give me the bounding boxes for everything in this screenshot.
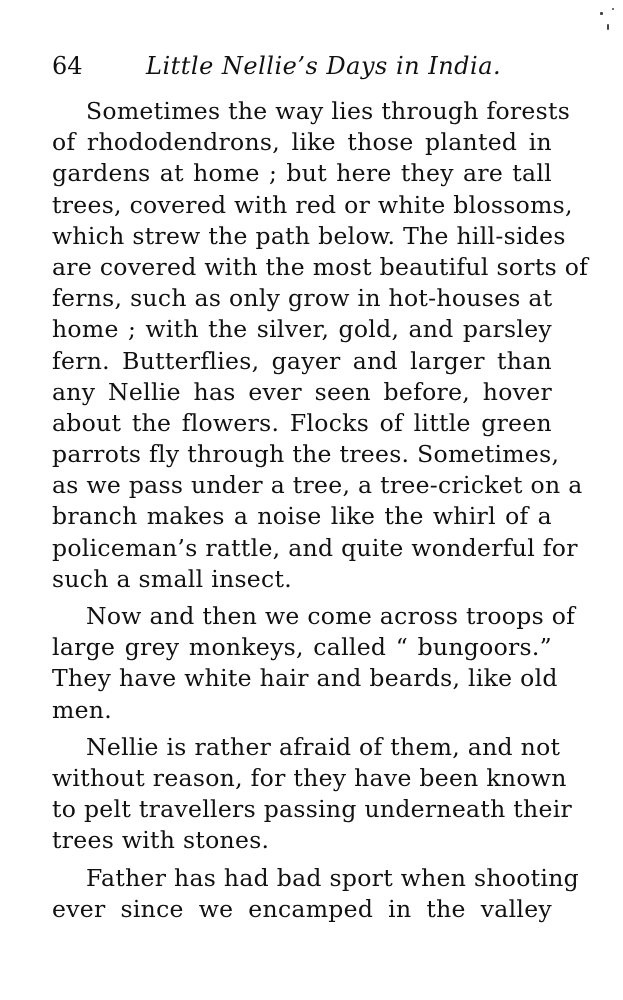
paragraph-1 <box>52 96 589 595</box>
text-line: about the flowers. Flocks of little green <box>52 408 552 437</box>
text-line: to pelt travellers passing underneath their <box>52 795 573 824</box>
text-line: are covered with the most beautiful sorts of <box>52 252 589 281</box>
paragraph-3 <box>52 732 573 857</box>
text-line: Now and then we come across troops of <box>86 602 576 630</box>
text-line: Sometimes the way lies through forests <box>86 97 571 125</box>
body-text <box>52 96 589 931</box>
text-line: men. <box>52 695 112 724</box>
text-line: parrots fly through the trees. Sometimes, <box>52 440 560 469</box>
text-line: Nellie is rather afraid of them, and not <box>86 732 561 761</box>
scan-speck <box>612 8 614 10</box>
text-line: Father has had bad sport when shooting <box>86 863 580 892</box>
page-number: 64 <box>52 52 83 80</box>
paragraph-4 <box>52 863 580 925</box>
text-line: any Nellie has ever seen before, hover <box>52 377 552 406</box>
page-header <box>52 48 562 84</box>
text-line: home ; with the silver, gold, and parsley <box>52 315 552 344</box>
text-line: without reason, for they have been known <box>52 763 567 792</box>
text-line: ever since we encamped in the valley <box>52 894 552 923</box>
text-line: trees with stones. <box>52 826 270 855</box>
text-line: trees, covered with red or white blossoms, <box>52 190 573 219</box>
scan-speck <box>607 24 609 30</box>
running-title: Little Nellie’s Days in India. <box>146 52 502 80</box>
paragraph-2 <box>52 601 576 726</box>
text-line: which strew the path below. The hill-sides <box>52 221 566 250</box>
text-line: policeman’s rattle, and quite wonderful for <box>52 533 578 562</box>
text-line: branch makes a noise like the whirl of a <box>52 502 552 531</box>
text-line: fern. Butterflies, gayer and larger than <box>52 346 552 375</box>
text-line: as we pass under a tree, a tree-cricket on a <box>52 471 583 500</box>
text-line: They have white hair and beards, like old <box>52 664 558 693</box>
text-line: of rhododendrons, like those planted in <box>52 128 552 157</box>
text-line: ferns, such as only grow in hot-houses at <box>52 284 553 313</box>
text-line: such a small insect. <box>52 564 292 593</box>
scan-speck <box>600 12 603 15</box>
text-line: gardens at home ; but here they are tall <box>52 159 552 188</box>
text-line: large grey monkeys, called “ bungoors.” <box>52 633 552 662</box>
